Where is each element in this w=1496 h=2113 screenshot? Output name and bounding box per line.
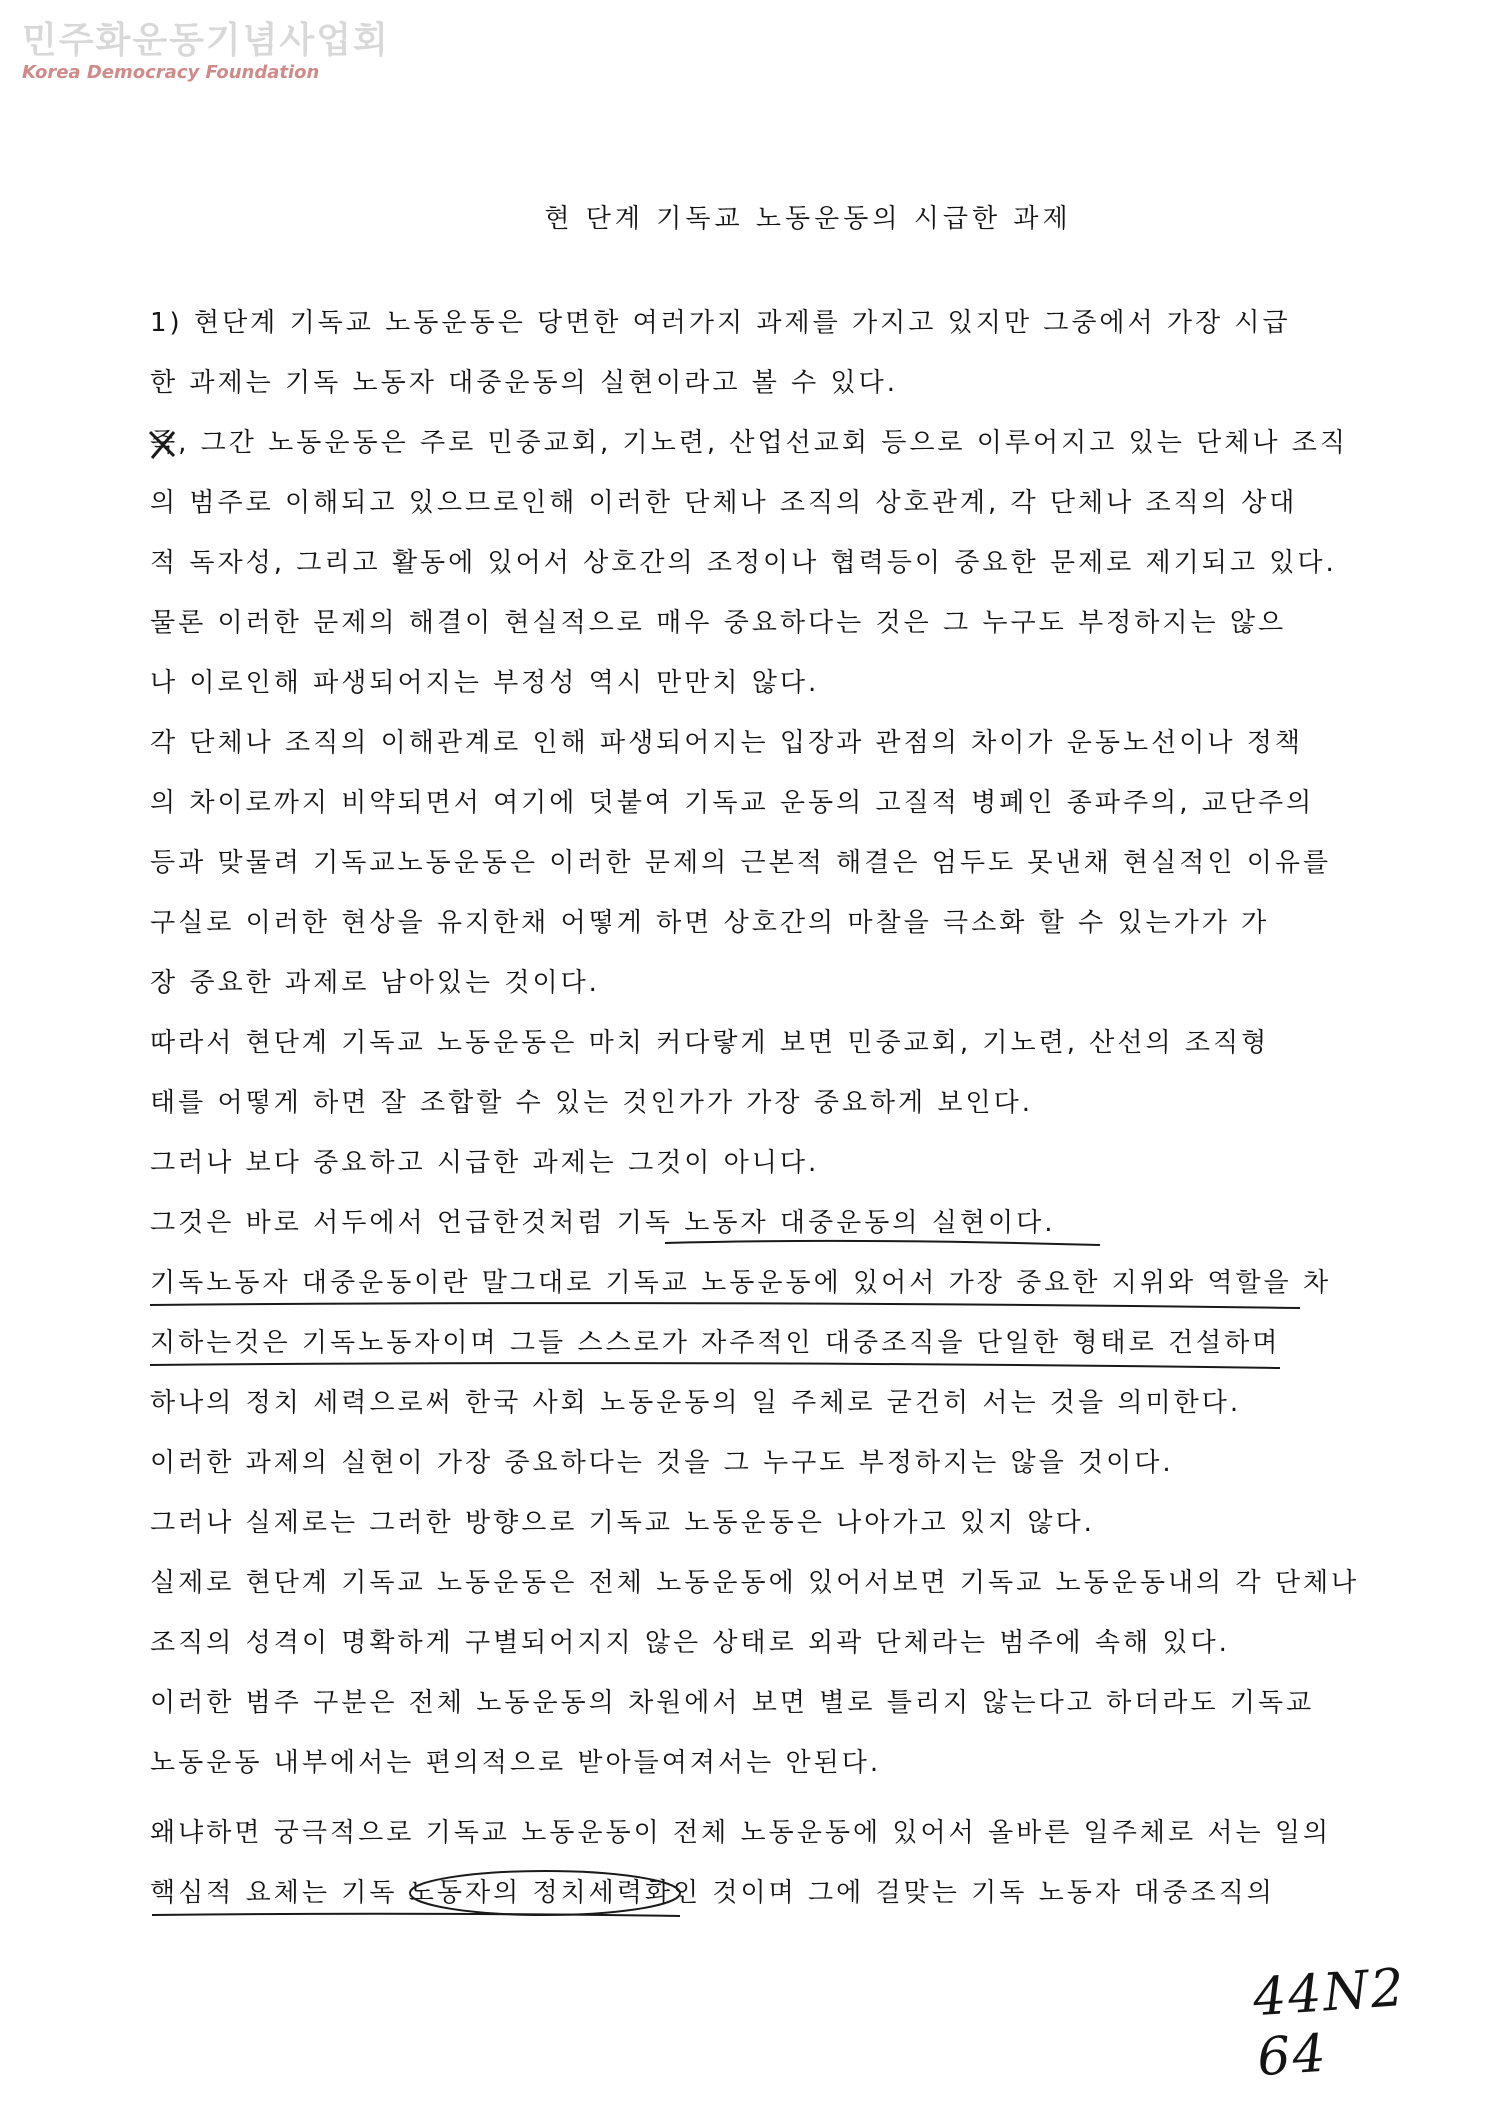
text-line: 지하는것은 기독노동자이며 그들 스스로가 자주적인 대중조직을 단일한 형태로 건설하며 [150, 1328, 1281, 1358]
text-line: 핵심적 요체는 기독 노동자의 정치세력화인 것이며 그에 걸맞는 기독 노동자 대중조직의 [150, 1878, 1275, 1908]
text-line: 따라서 현단계 기독교 노동운동은 마치 커다랗게 보면 민중교회, 기노련, 산선의 조직형 [150, 1028, 1270, 1058]
text-line: 1) 현단계 기독교 노동운동은 당면한 여러가지 과제를 가지고 있지만 그중에서 가장 시급 [150, 308, 1291, 338]
text-line: 각 단체나 조직의 이해관계로 인해 파생되어지는 입장과 관점의 차이가 운동노선이나 정책 [150, 728, 1303, 758]
text-line: 하나의 정치 세력으로써 한국 사회 노동운동의 일 주체로 굳건히 서는 것을 의미한다. [150, 1388, 1242, 1418]
text-line: 적 독자성, 그리고 활동에 있어서 상호간의 조정이나 협력등이 중요한 문제로 제기되고 있다. [150, 548, 1337, 578]
watermark-korean: 민주화운동기념사업회 [22, 20, 390, 61]
underline-mark [150, 1363, 1280, 1368]
text-line: 그것은 바로 서두에서 언급한것처럼 기독 노동자 대중운동의 실현이다. [150, 1208, 1056, 1238]
text-line: 기독노동자 대중운동이란 말그대로 기독교 노동운동에 있어서 가장 중요한 지위와 역할을 차 [150, 1268, 1332, 1298]
text-line: 의 차이로까지 비약되면서 여기에 덧붙여 기독교 운동의 고질적 병폐인 종파주의, 교단주의 [150, 788, 1315, 818]
text-line: 즉, 그간 노동운동은 주로 민중교회, 기노련, 산업선교회 등으로 이루어지고 있는 단체나 조직 [150, 428, 1348, 458]
text-line: 이러한 과제의 실현이 가장 중요하다는 것을 그 누구도 부정하지는 않을 것이다. [150, 1448, 1174, 1478]
watermark-english: Korea Democracy Foundation [22, 62, 320, 83]
text-line: 그러나 보다 중요하고 시급한 과제는 그것이 아니다. [150, 1148, 820, 1178]
text-line: 조직의 성격이 명확하게 구별되어지지 않은 상태로 외곽 단체라는 범주에 속해 있다. [150, 1628, 1230, 1658]
text-line: 실제로 현단계 기독교 노동운동은 전체 노동운동에 있어서보면 기독교 노동운동내의 각 단체나 [150, 1568, 1360, 1598]
text-line: 노동운동 내부에서는 편의적으로 받아들여져서는 안된다. [150, 1748, 882, 1778]
text-line: 물론 이러한 문제의 해결이 현실적으로 매우 중요하다는 것은 그 누구도 부정하지는 않으 [150, 608, 1287, 638]
underline-mark [152, 1914, 680, 1916]
foundation-watermark [22, 20, 390, 84]
text-line: 나 이로인해 파생되어지는 부정성 역시 만만치 않다. [150, 668, 820, 698]
text-line: 등과 맞물려 기독교노동운동은 이러한 문제의 근본적 해결은 엄두도 못낸채 현실적인 이유를 [150, 848, 1332, 878]
text-line: 그러나 실제로는 그러한 방향으로 기독교 노동운동은 나아가고 있지 않다. [150, 1508, 1095, 1538]
text-line: 구실로 이러한 현상을 유지한채 어떻게 하면 상호간의 마찰을 극소화 할 수 있는가가 가 [150, 908, 1270, 938]
text-line: 의 범주로 이해되고 있으므로인해 이러한 단체나 조직의 상호관계, 각 단체나 조직의 상대 [150, 488, 1298, 518]
text-line: 장 중요한 과제로 남아있는 것이다. [150, 968, 600, 998]
text-line: 왜냐하면 궁극적으로 기독교 노동운동이 전체 노동운동에 있어서 올바른 일주체로 서는 일의 [150, 1818, 1332, 1848]
underline-mark [150, 1303, 1300, 1308]
text-line: 한 과제는 기독 노동자 대중운동의 실현이라고 볼 수 있다. [150, 368, 899, 398]
text-line: 이러한 범주 구분은 전체 노동운동의 차원에서 보면 별로 틀리지 않는다고 하더라도 기독교 [150, 1688, 1315, 1718]
text-line: 태를 어떻게 하면 잘 조합할 수 있는 것인가가 가장 중요하게 보인다. [150, 1088, 1034, 1118]
document-title: 현 단계 기독교 노동운동의 시급한 과제 [544, 204, 1072, 234]
archive-number: 44N2 64 [1251, 1957, 1408, 2089]
